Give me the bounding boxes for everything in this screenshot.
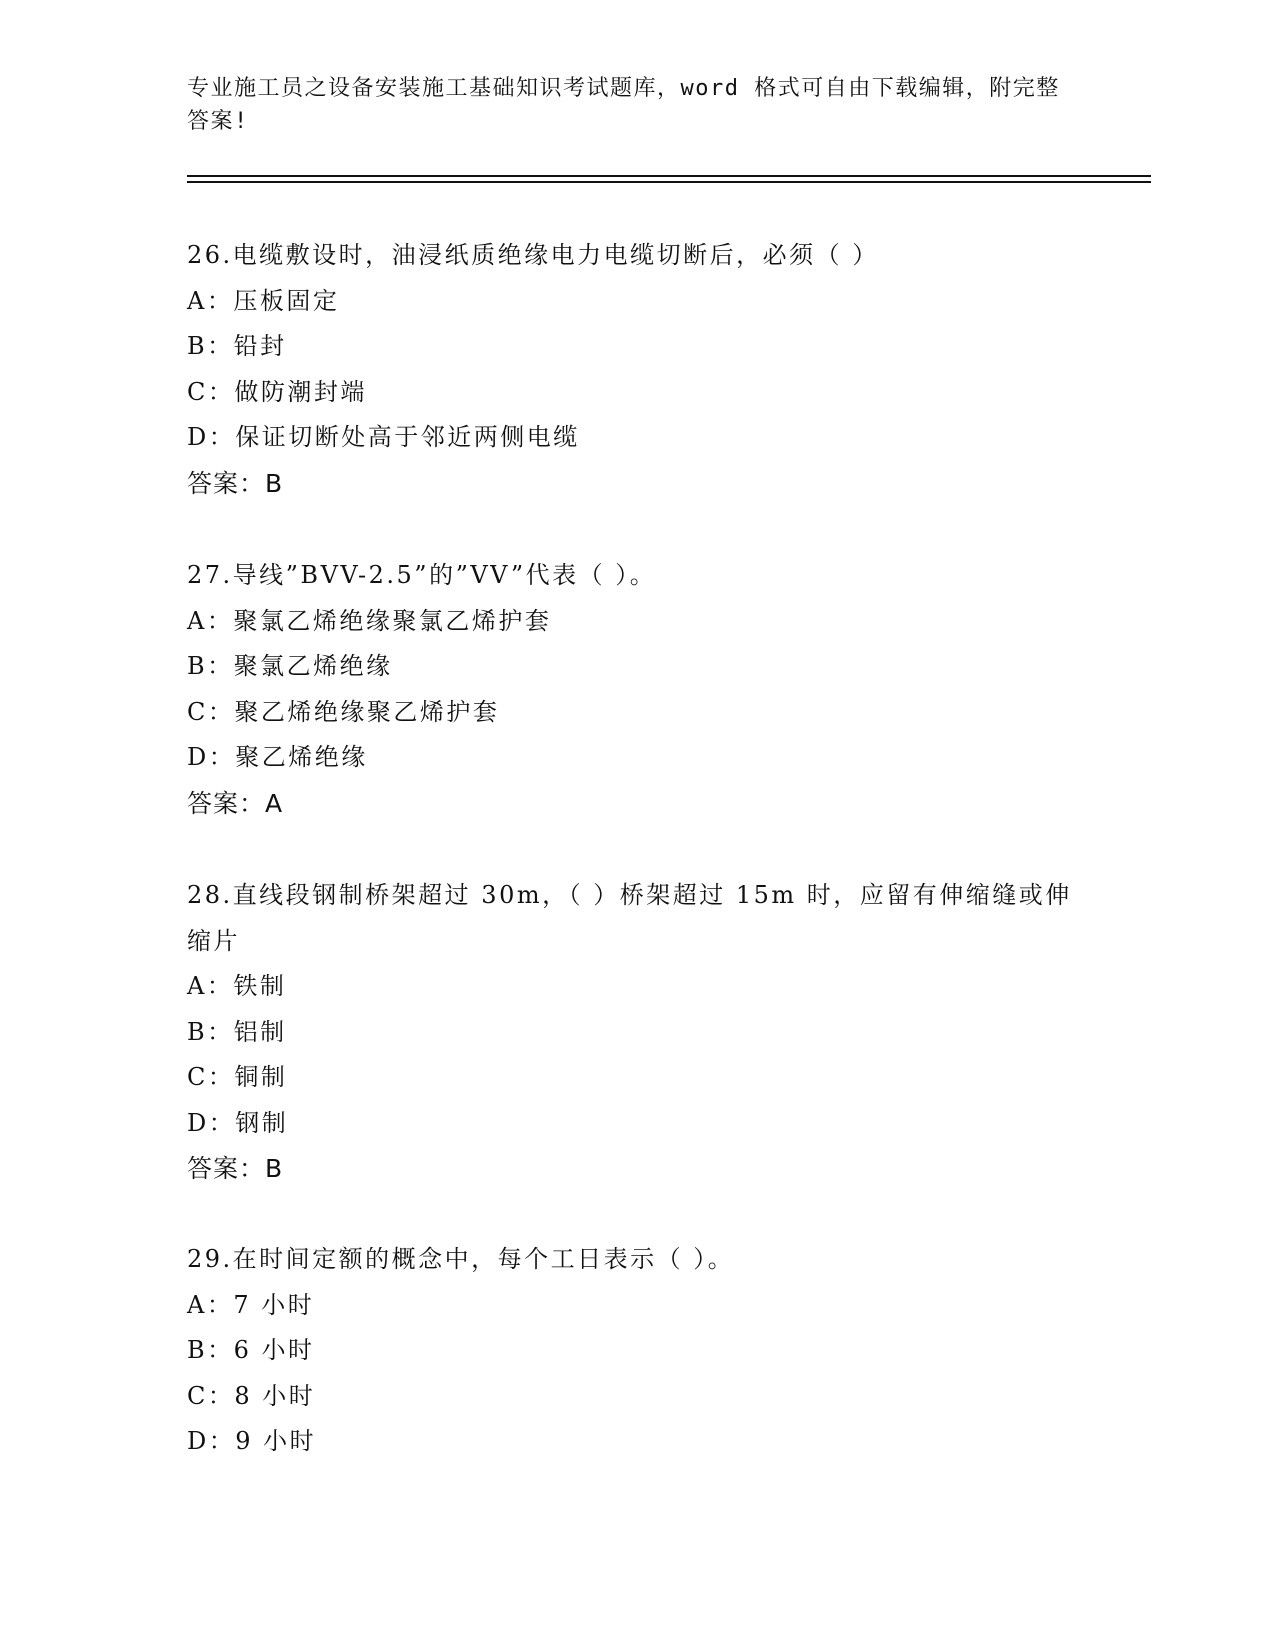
option-c (187, 1055, 1087, 1101)
option-key: C： (187, 1381, 235, 1410)
option-key: A： (187, 1290, 234, 1319)
question-stem: 29.在时间定额的概念中，每个工日表示（ ）。 (187, 1245, 735, 1273)
option-key: D： (187, 1427, 236, 1455)
option-key: D： (187, 423, 236, 451)
option-key: D： (187, 743, 236, 771)
option-text: 聚氯乙烯绝缘聚氯乙烯护套 (233, 606, 552, 635)
option-key: B： (187, 332, 234, 360)
option-b (187, 644, 1087, 690)
option-a (187, 599, 1087, 645)
option-text: 压板固定 (233, 286, 340, 315)
option-key: A： (187, 286, 234, 315)
option-b (187, 324, 1087, 370)
option-text: 9 小时 (235, 1427, 317, 1455)
option-text: 保证切断处高于邻近两侧电缆 (235, 423, 580, 451)
option-key: B： (187, 1017, 234, 1046)
option-text: 铝制 (233, 1017, 287, 1046)
header-divider-top (187, 175, 1151, 177)
option-text: 铅封 (233, 332, 287, 360)
option-c (187, 1374, 1087, 1420)
option-key: C： (187, 377, 235, 406)
question-29 (187, 1237, 1087, 1465)
option-key: C： (187, 697, 235, 726)
answer-line: 答案：B (187, 468, 284, 498)
option-text: 8 小时 (234, 1381, 316, 1410)
option-key: A： (187, 606, 234, 635)
option-text: 聚氯乙烯绝缘 (233, 652, 393, 680)
option-a (187, 964, 1087, 1010)
option-text: 铜制 (234, 1063, 288, 1091)
option-a (187, 1283, 1087, 1329)
question-28 (187, 873, 1087, 1192)
option-text: 6 小时 (233, 1336, 315, 1364)
option-c (187, 370, 1087, 416)
option-text: 铁制 (233, 972, 287, 1000)
option-c (187, 690, 1087, 736)
option-text: 7 小时 (233, 1290, 315, 1319)
option-key: B： (187, 1336, 234, 1364)
option-d (187, 735, 1087, 781)
option-text: 聚乙烯绝缘聚乙烯护套 (234, 697, 500, 726)
option-key: C： (187, 1063, 235, 1091)
option-text: 做防潮封端 (234, 377, 367, 406)
answer-line: 答案：A (187, 788, 284, 818)
option-key: A： (187, 972, 234, 1000)
question-stem: 28.直线段钢制桥架超过 30m，（ ）桥架超过 15m 时，应留有伸缩缝或伸缩片 (187, 881, 1072, 955)
option-b (187, 1010, 1087, 1056)
question-stem: 27.导线”BVV-2.5”的”VV”代表（ ）。 (187, 561, 657, 589)
option-key: B： (187, 652, 234, 680)
option-a (187, 279, 1087, 325)
option-b (187, 1328, 1087, 1374)
answer-line: 答案：B (187, 1154, 284, 1183)
question-26 (187, 233, 1087, 506)
header-divider-bottom (187, 181, 1151, 183)
option-d (187, 1419, 1087, 1465)
option-d (187, 1101, 1087, 1147)
option-text: 聚乙烯绝缘 (235, 743, 368, 771)
option-d (187, 415, 1087, 461)
document-header: 专业施工员之设备安装施工基础知识考试题库，word 格式可自由下载编辑，附完整答案! (187, 76, 1060, 134)
question-27 (187, 553, 1087, 826)
option-text: 钢制 (235, 1108, 289, 1137)
question-stem: 26.电缆敷设时，油浸纸质绝缘电力电缆切断后，必须（ ） (187, 241, 879, 269)
option-key: D： (187, 1108, 236, 1137)
